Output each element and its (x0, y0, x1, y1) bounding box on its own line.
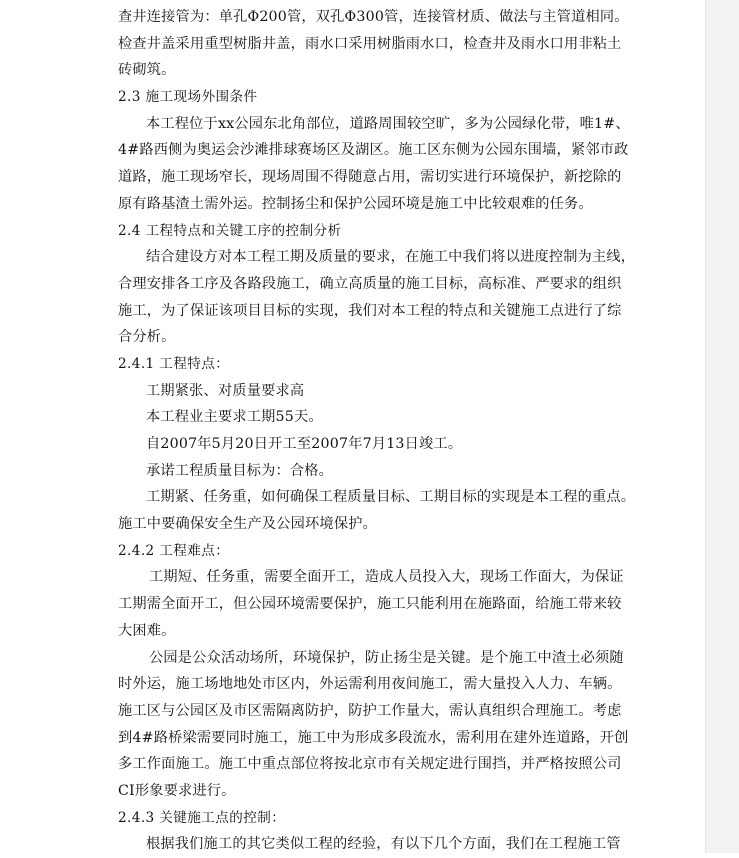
paragraph-line: 施工区与公园区及市区需隔离防护，防护工作量大，需认真组织合理施工。考虑 (118, 702, 622, 719)
paragraph-line: 多工作面施工。施工中重点部位将按北京市有关规定进行围挡，并严格按照公司 (118, 756, 622, 773)
paragraph-line: 工期紧张、对质量要求高 (146, 382, 305, 399)
paragraph-line: 公园是公众活动场所，环境保护，防止扬尘是关键。是个施工中渣土必须随 (149, 649, 624, 666)
document-body (118, 4, 638, 858)
paragraph-line: 砖砌筑。 (118, 62, 176, 79)
paragraph-line: 工期短、任务重，需要全面开工，造成人员投入大，现场工作面大，为保证 (149, 569, 624, 586)
paragraph-line: CI形象要求进行。 (118, 782, 236, 799)
section-heading-2-4-2: 2.4.2 工程难点： (118, 542, 230, 559)
paragraph-line: 自2007年5月20日开工至2007年7月13日竣工。 (146, 436, 463, 452)
paragraph-line: 施工中要确保安全生产及公园环境保护。 (118, 516, 377, 533)
paragraph-line: 结合建设方对本工程工期及质量的要求，在施工中我们将以进度控制为主线， (146, 249, 636, 266)
paragraph-line: 承诺工程质量目标为：合格。 (146, 462, 334, 479)
section-heading-2-3: 2.3 施工现场外围条件 (118, 89, 258, 106)
paragraph-line: 本工程位于xx公园东北角部位，道路周围较空旷，多为公园绿化带，唯1#、 (146, 115, 630, 132)
paragraph-line: 合分析。 (118, 329, 176, 346)
page-scroll-gutter[interactable] (705, 0, 739, 853)
paragraph-line: 根据我们施工的其它类似工程的经验，有以下几个方面，我们在工程施工管 (146, 836, 621, 853)
paragraph-line: 查井连接管为：单孔Φ200管，双孔Φ300管，连接管材质、做法与主管道相同。 (118, 9, 629, 25)
paragraph-line: 施工，为了保证该项目目标的实现，我们对本工程的特点和关键施工点进行了综 (118, 302, 622, 319)
paragraph-line: 4#路西侧为奥运会沙滩排球赛场区及湖区。施工区东侧为公园东围墙，紧邻市政 (118, 142, 629, 159)
paragraph-line: 大困难。 (118, 622, 176, 639)
paragraph-line: 本工程业主要求工期55天。 (146, 409, 323, 426)
paragraph-line: 时外运，施工场地地处市区内，外运需利用夜间施工，需大量投入人力、车辆。 (118, 676, 622, 693)
paragraph-line: 合理安排各工序及各路段施工，确立高质量的施工目标，高标准、严要求的组织 (118, 275, 622, 292)
paragraph-line: 检查井盖采用重型树脂井盖，雨水口采用树脂雨水口，检查井及雨水口用非粘土 (118, 35, 622, 52)
paragraph-line: 原有路基渣土需外运。控制扬尘和保护公园环境是施工中比较艰难的任务。 (118, 195, 593, 212)
paragraph-line: 道路，施工现场窄长，现场周围不得随意占用，需切实进行环境保护，新挖除的 (118, 169, 622, 186)
paragraph-line: 工期紧、任务重，如何确保工程质量目标、工期目标的实现是本工程的重点。 (146, 489, 636, 506)
section-heading-2-4-3: 2.4.3 关键施工点的控制： (118, 809, 286, 826)
paragraph-line: 工期需全面开工，但公园环境需要保护，施工只能利用在施路面，给施工带来较 (118, 596, 622, 613)
paragraph-line: 到4#路桥梁需要同时施工，施工中为形成多段流水，需利用在建外连道路，开创 (118, 729, 629, 746)
section-heading-2-4-1: 2.4.1 工程特点： (118, 355, 230, 372)
section-heading-2-4: 2.4 工程特点和关键工序的控制分析 (118, 222, 342, 239)
